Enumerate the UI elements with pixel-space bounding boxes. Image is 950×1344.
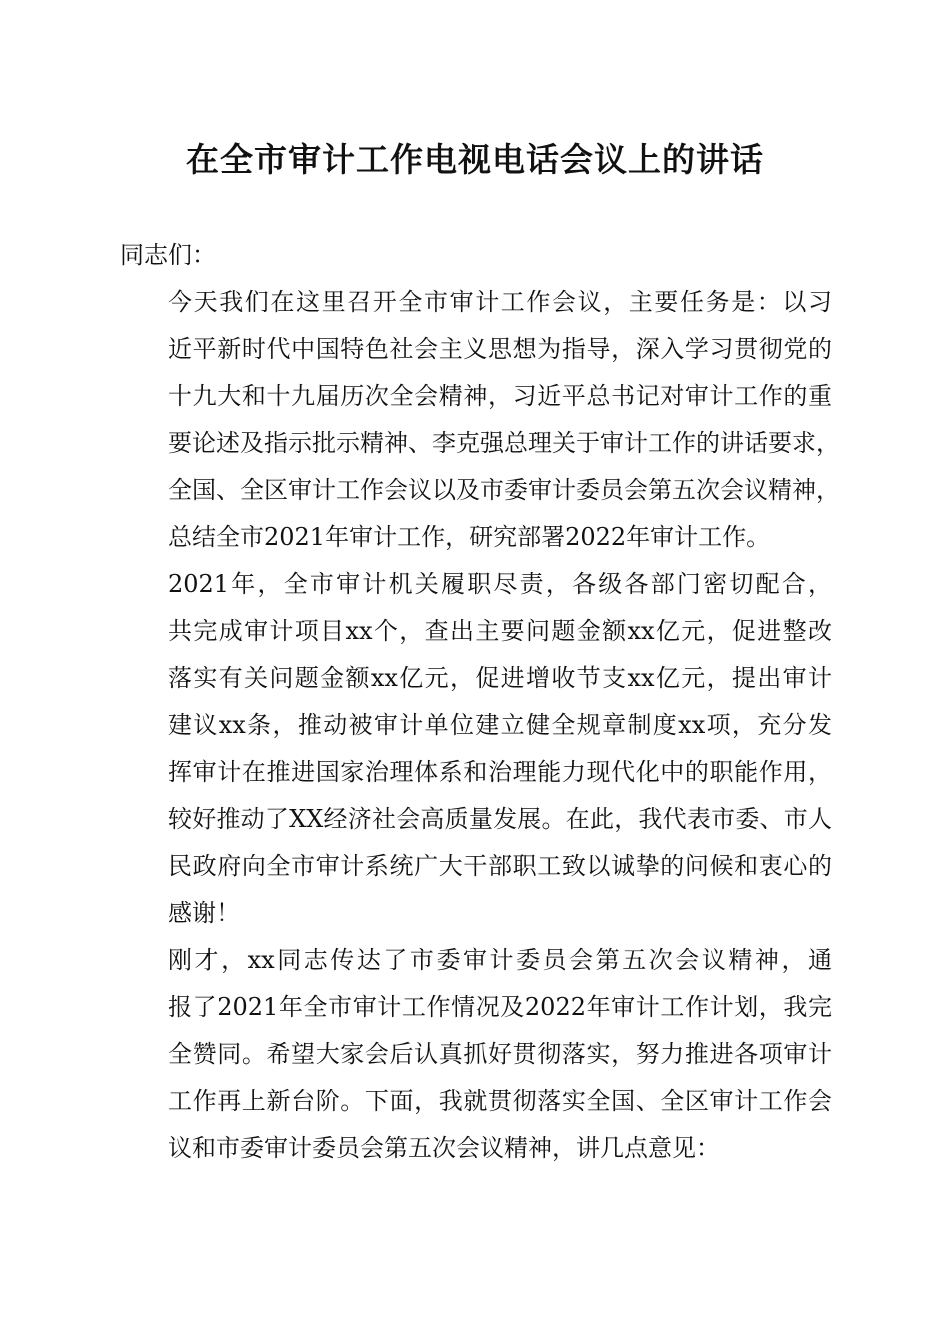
paragraph-1: [120, 279, 840, 561]
paragraph-line: 刚才，xx同志传达了市委审计委员会第五次会议精神，通: [168, 946, 832, 974]
paragraph-line: 议和市委审计委员会第五次会议精神，讲几点意见：: [168, 1134, 720, 1162]
paragraph-line: 总结全市2021年审计工作，研究部署2022年审计工作。: [168, 523, 771, 551]
paragraph-line: 工作再上新台阶。下面，我就贯彻落实全国、全区审计工作会: [168, 1087, 832, 1115]
paragraph-line: 报了2021年全市审计工作情况及2022年审计工作计划，我完: [168, 993, 832, 1021]
paragraph-line: 要论述及指示批示精神、李克强总理关于审计工作的讲话要求，: [168, 429, 840, 457]
paragraph-line: 全赞同。希望大家会后认真抓好贯彻落实，努力推进各项审计: [168, 1040, 832, 1068]
paragraph-line: 民政府向全市审计系统广大干部职工致以诚挚的问候和衷心的: [168, 852, 832, 880]
paragraph-line: 建议xx条，推动被审计单位建立健全规章制度xx项，充分发: [168, 711, 832, 739]
paragraph-line: 2021年，全市审计机关履职尽责，各级各部门密切配合，: [168, 570, 832, 598]
paragraph-line: 感谢！: [168, 899, 240, 927]
paragraph-line: 落实有关问题金额xx亿元，促进增收节支xx亿元，提出审计: [168, 664, 832, 692]
paragraph-line: 挥审计在推进国家治理体系和治理能力现代化中的职能作用，: [168, 758, 832, 786]
paragraph-line: 近平新时代中国特色社会主义思想为指导，深入学习贯彻党的: [168, 335, 832, 363]
salutation: 同志们：: [120, 241, 216, 269]
paragraph-line: 共完成审计项目xx个，查出主要问题金额xx亿元，促进整改: [168, 617, 832, 645]
paragraph-2: [120, 561, 832, 937]
paragraph-line: 较好推动了XX经济社会高质量发展。在此，我代表市委、市人: [168, 805, 832, 833]
paragraph-3: [120, 937, 832, 1172]
paragraph-line: 今天我们在这里召开全市审计工作会议，主要任务是：以习: [168, 288, 832, 316]
paragraph-line: 十九大和十九届历次全会精神，习近平总书记对审计工作的重: [168, 382, 832, 410]
paragraph-line: 全国、全区审计工作会议以及市委审计委员会第五次会议精神，: [168, 476, 840, 504]
document-body: [120, 232, 840, 1172]
document-title: 在全市审计工作电视电话会议上的讲话: [186, 140, 764, 179]
